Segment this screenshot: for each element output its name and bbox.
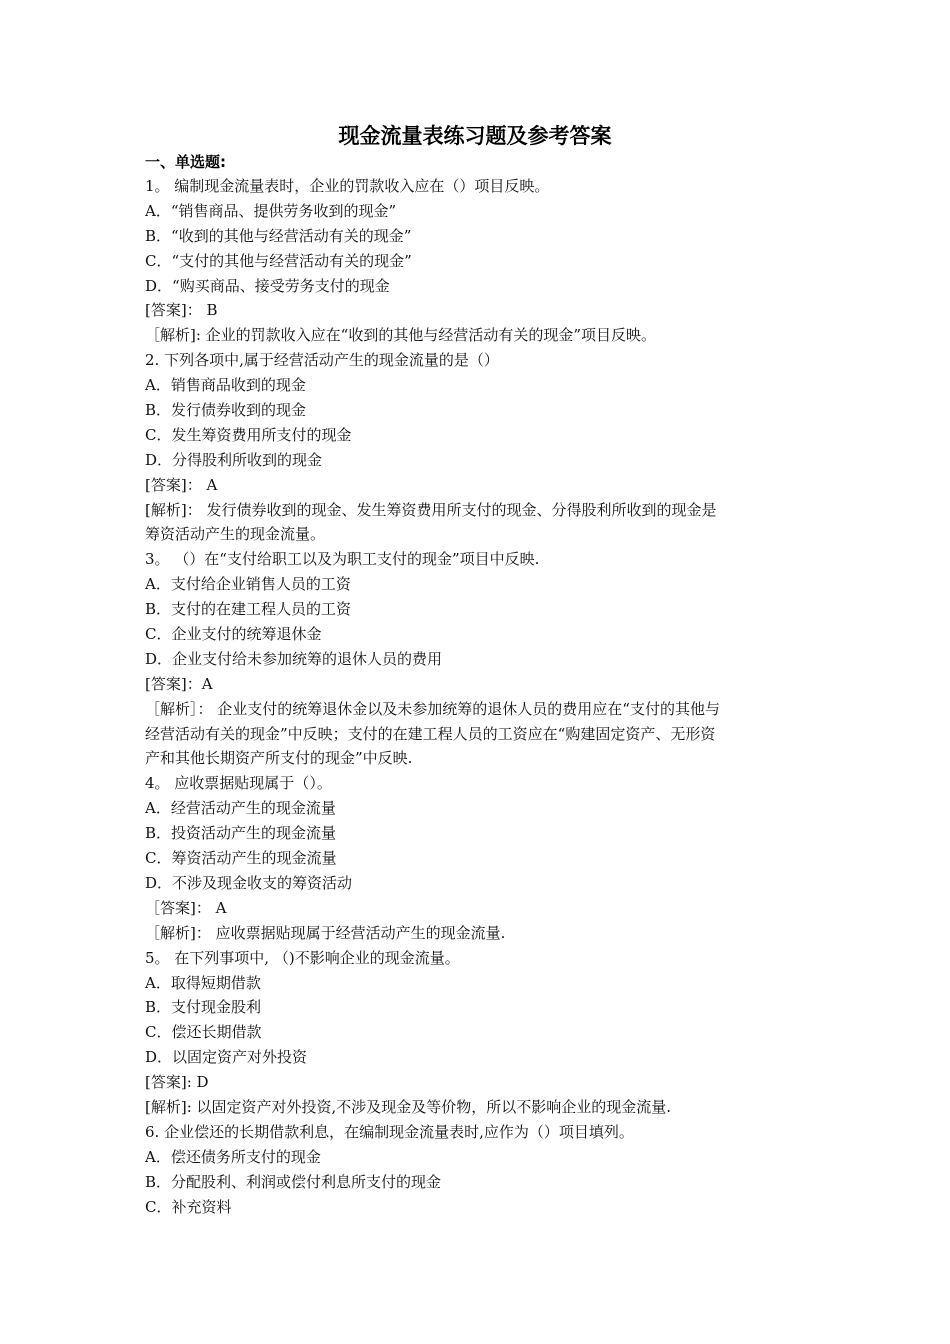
text-line: C．“支付的其他与经营活动有关的现金”	[145, 251, 412, 270]
text-line: D．不涉及现金收支的筹资活动	[145, 873, 353, 892]
text-line: 产和其他长期资产所支付的现金”中反映.	[145, 749, 413, 768]
text-line: C．发生筹资费用所支付的现金	[145, 425, 352, 444]
text-line: [答案]: D	[145, 1073, 209, 1092]
section-heading: 一、单选题:	[145, 153, 226, 171]
text-line: C．企业支付的统筹退休金	[145, 625, 322, 644]
text-line: A．销售商品收到的现金	[145, 376, 306, 395]
text-line: 筹资活动产生的现金流量。	[145, 525, 326, 544]
text-line: C．偿还长期借款	[145, 1023, 262, 1042]
text-line: [答案]： A	[145, 475, 218, 494]
text-line: 2. 下列各项中,属于经营活动产生的现金流量的是（）	[145, 351, 499, 370]
text-line: D．以固定资产对外投资	[145, 1048, 308, 1067]
text-line: ［解析]: 企业的罚款收入应在“收到的其他与经营活动有关的现金”项目反映。	[145, 326, 657, 345]
text-line: ［解析]： 应收票据贴现属于经营活动产生的现金流量.	[145, 923, 506, 942]
text-line: [解析]： 发行债券收到的现金、发生筹资费用所支付的现金、分得股利所收到的现金是	[145, 500, 717, 519]
text-line: A．“销售商品、提供劳务收到的现金”	[145, 201, 397, 220]
text-line: C．筹资活动产生的现金流量	[145, 849, 337, 868]
text-line: ［答案]： A	[145, 898, 227, 917]
text-line: D．分得股利所收到的现金	[145, 450, 323, 469]
text-line: 6. 企业偿还的长期借款利息，在编制现金流量表时,应作为（）项目填列。	[145, 1122, 634, 1141]
text-line: A．经营活动产生的现金流量	[145, 799, 336, 818]
text-line: B．投资活动产生的现金流量	[145, 824, 337, 843]
text-line: D．企业支付给未参加统筹的退休人员的费用	[145, 649, 443, 668]
text-line: A．支付给企业销售人员的工资	[145, 575, 351, 594]
text-line: A．取得短期借款	[145, 973, 261, 992]
text-line: B．支付现金股利	[145, 998, 262, 1017]
text-line: B．发行债券收到的现金	[145, 401, 307, 420]
document-title: 现金流量表练习题及参考答案	[338, 124, 612, 148]
text-line: A．偿还债务所支付的现金	[145, 1147, 321, 1166]
text-line: [答案]：A	[145, 674, 213, 693]
text-line: [答案]： B	[145, 301, 218, 320]
text-line: B．分配股利、利润或偿付利息所支付的现金	[145, 1172, 442, 1191]
text-line: 1。 编制现金流量表时，企业的罚款收入应在（）项目反映。	[145, 177, 550, 195]
text-line: ［解析］： 企业支付的统筹退休金以及未参加统筹的退休人员的费用应在“支付的其他与	[145, 699, 720, 718]
text-line: 3。 （）在“支付给职工以及为职工支付的现金”项目中反映.	[145, 550, 540, 569]
text-line: C．补充资料	[145, 1197, 232, 1216]
text-line: B．支付的在建工程人员的工资	[145, 600, 352, 619]
text-line: 4。 应收票据贴现属于（）。	[145, 774, 332, 793]
text-line: 5。 在下列事项中, （)不影响企业的现金流量。	[145, 948, 460, 967]
question-content	[145, 174, 810, 1219]
text-line: 经营活动有关的现金”中反映；支付的在建工程人员的工资应在“购建固定资产、无形资	[145, 724, 716, 743]
text-line: B．“收到的其他与经营活动有关的现金”	[145, 226, 412, 245]
text-line: D．“购买商品、接受劳务支付的现金	[145, 276, 390, 295]
text-line: [解析]: 以固定资产对外投资,不涉及现金及等价物，所以不影响企业的现金流量.	[145, 1097, 672, 1116]
